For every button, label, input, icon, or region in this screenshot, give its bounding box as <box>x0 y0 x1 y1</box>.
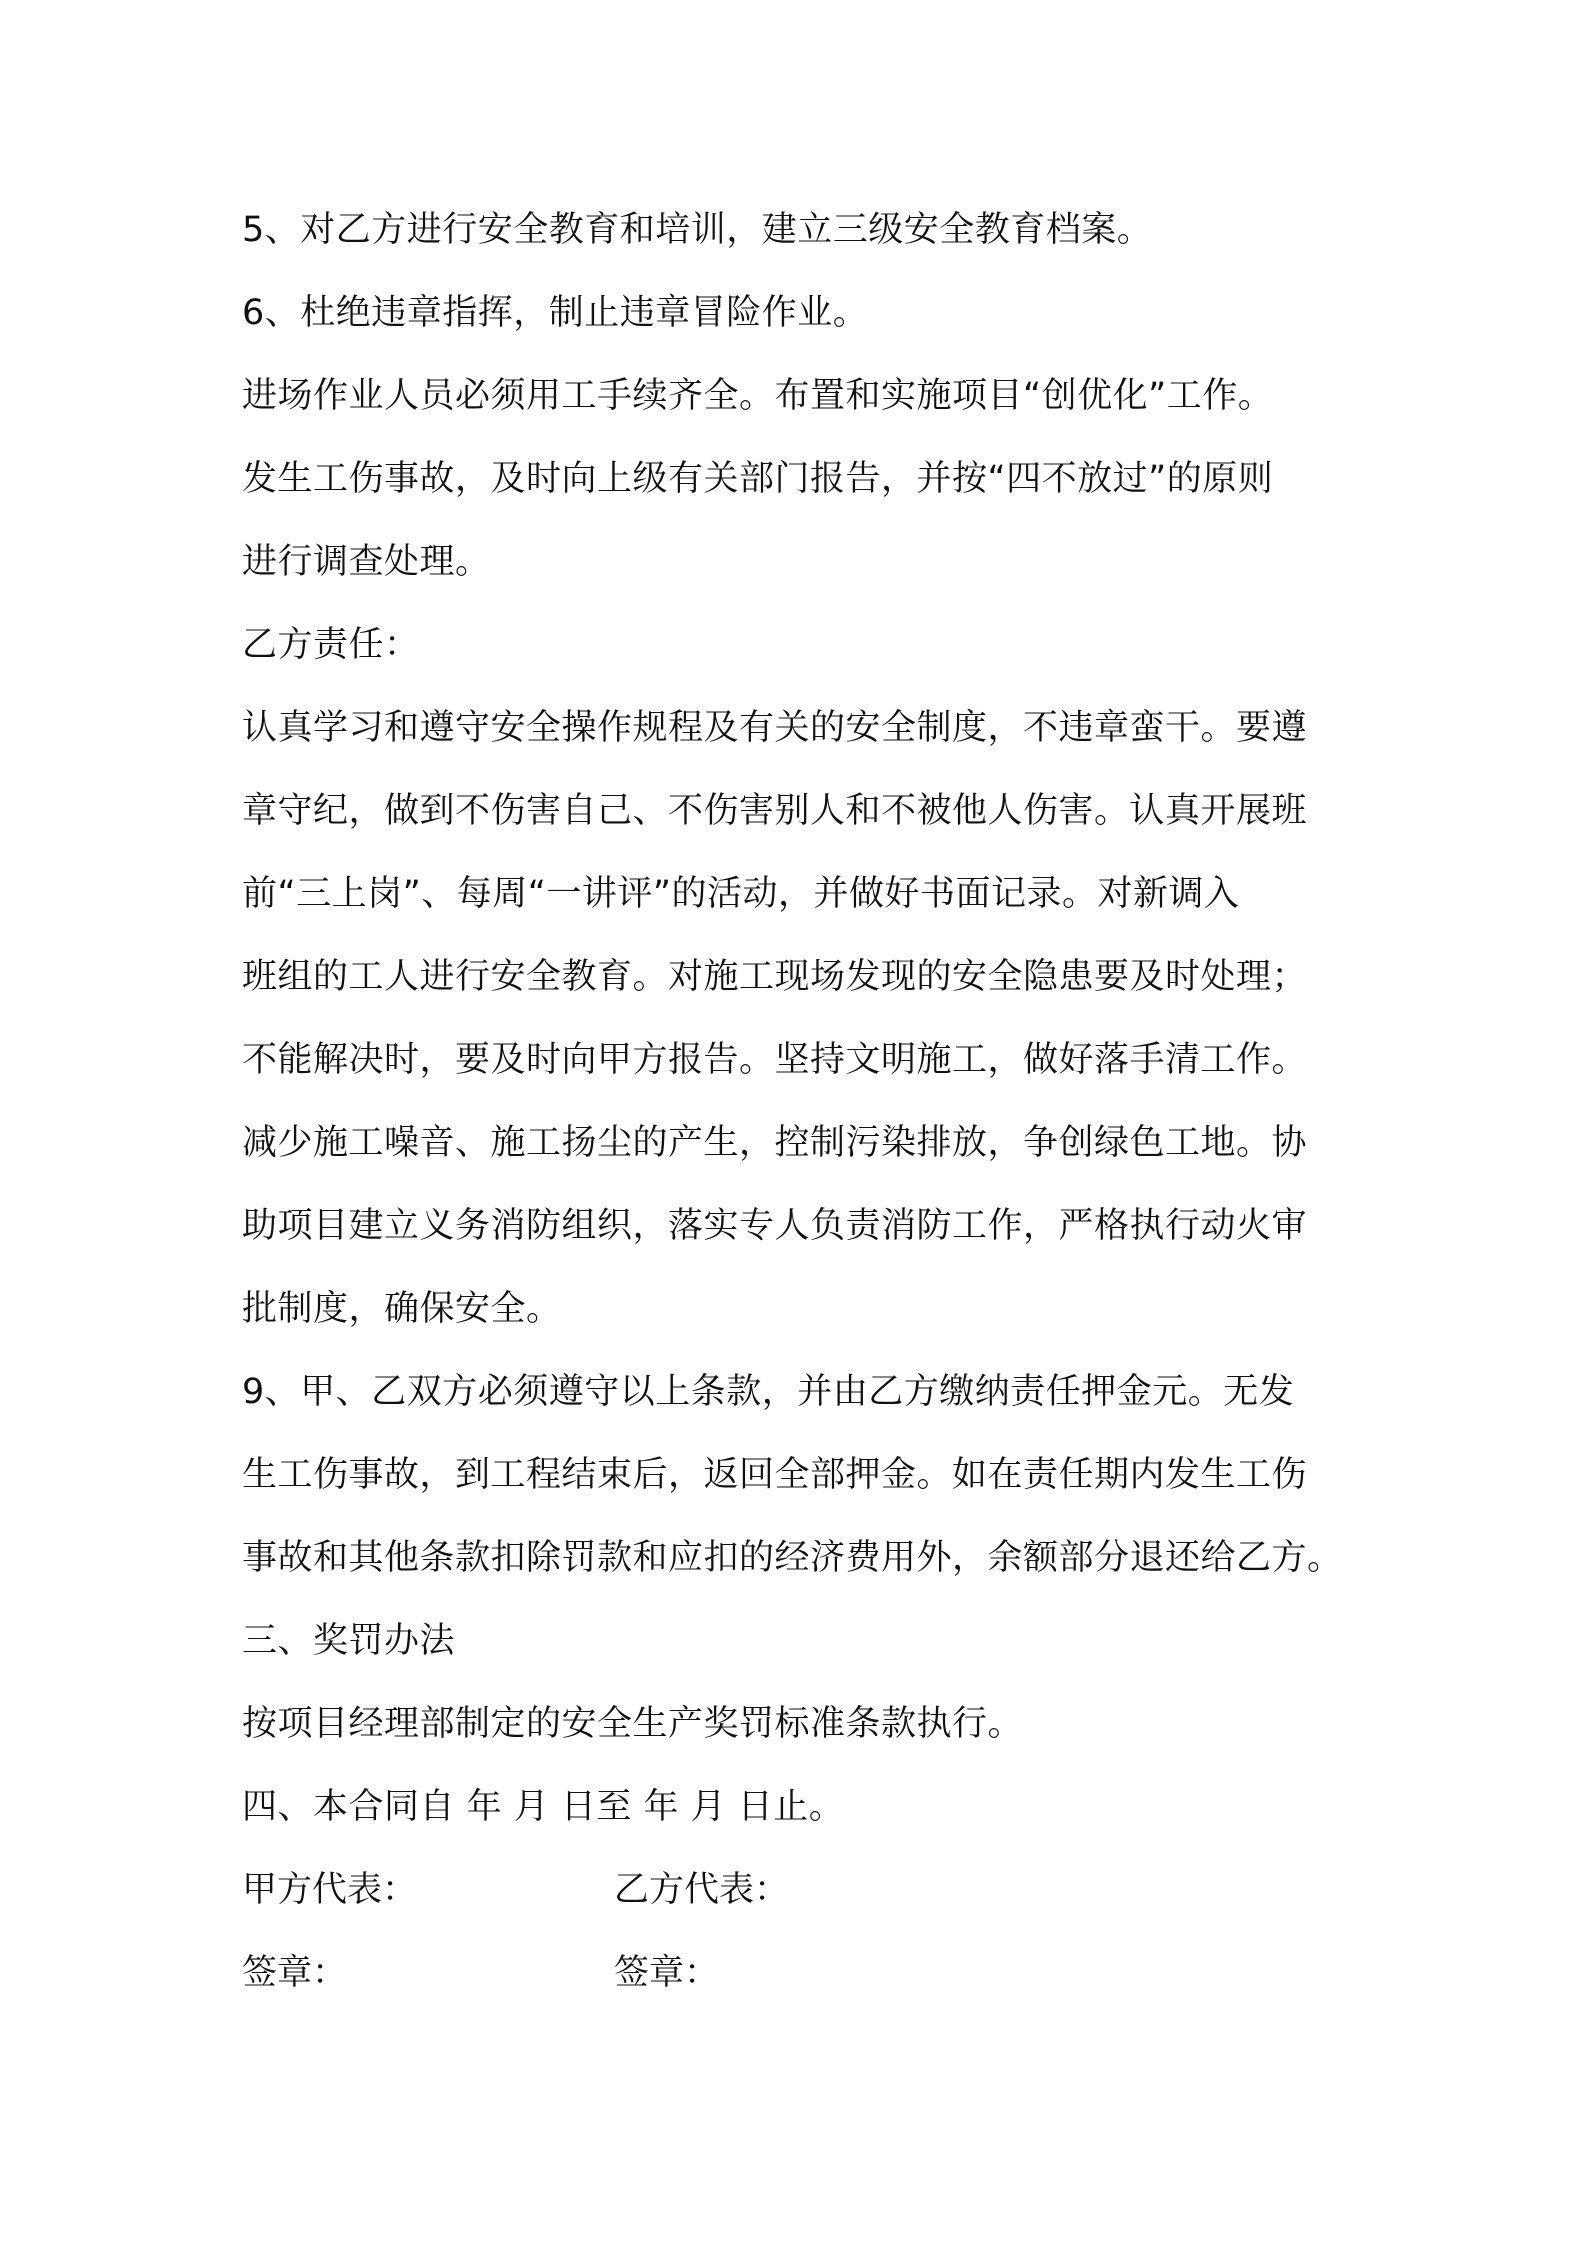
body-line: 班组的工人进行安全教育。对施工现场发现的安全隐患要及时处理； <box>242 957 1308 997</box>
body-line: 认真学习和遵守安全操作规程及有关的安全制度，不违章蛮干。要遵 <box>242 708 1308 748</box>
body-line: 按项目经理部制定的安全生产奖罚标准条款执行。 <box>242 1704 1024 1744</box>
clause-6-line: 6、杜绝违章指挥，制止违章冒险作业。 <box>242 293 869 333</box>
clause-9-line: 9、甲、乙双方必须遵守以上条款，并由乙方缴纳责任押金元。无发 <box>242 1372 1295 1412</box>
body-line: 批制度，确保安全。 <box>242 1289 562 1329</box>
body-line: 进场作业人员必须用工手续齐全。布置和实施项目“创优化”工作。 <box>242 376 1274 416</box>
section-heading-rewards: 三、奖罚办法 <box>242 1621 456 1661</box>
party-b-representative-label: 乙方代表： <box>614 1870 790 1910</box>
party-a-representative-label: 甲方代表： <box>242 1870 418 1910</box>
body-line: 章守纪，做到不伤害自己、不伤害别人和不被他人伤害。认真开展班 <box>242 791 1308 831</box>
body-line: 事故和其他条款扣除罚款和应扣的经济费用外，余额部分退还给乙方。 <box>242 1538 1343 1578</box>
party-a-seal-label: 签章： <box>242 1953 348 1993</box>
body-line: 进行调查处理。 <box>242 542 491 582</box>
body-line: 生工伤事故，到工程结束后，返回全部押金。如在责任期内发生工伤 <box>242 1455 1308 1495</box>
body-line: 前“三上岗”、每周“一讲评”的活动，并做好书面记录。对新调入 <box>242 874 1240 914</box>
body-line: 不能解决时，要及时向甲方报告。坚持文明施工，做好落手清工作。 <box>242 1040 1308 1080</box>
body-line: 助项目建立义务消防组织，落实专人负责消防工作，严格执行动火审 <box>242 1206 1308 1246</box>
body-line: 减少施工噪音、施工扬尘的产生，控制污染排放，争创绿色工地。协 <box>242 1123 1308 1163</box>
party-b-seal-label: 签章： <box>614 1953 720 1993</box>
body-line: 发生工伤事故，及时向上级有关部门报告，并按“四不放过”的原则 <box>242 459 1274 499</box>
section-heading-party-b: 乙方责任： <box>242 625 420 665</box>
contract-period-line: 四、本合同自 年 月 日至 年 月 日止。 <box>242 1787 845 1827</box>
clause-5-line: 5、对乙方进行安全教育和培训，建立三级安全教育档案。 <box>242 210 1153 250</box>
